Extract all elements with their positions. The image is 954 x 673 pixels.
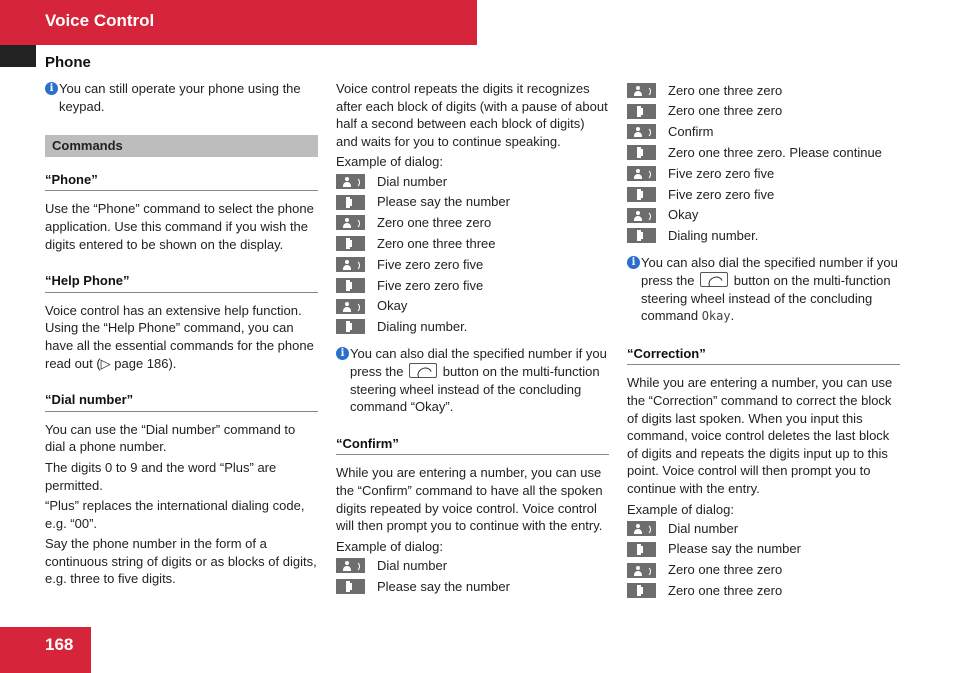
user-speech-icon bbox=[627, 83, 656, 98]
dial-text-3: “Plus” replaces the international dialing code, e.g. “00”. bbox=[45, 498, 305, 531]
user-speech-icon bbox=[627, 124, 656, 139]
confirm-heading: “Confirm” bbox=[336, 435, 609, 456]
dialog-row: Confirm bbox=[627, 122, 900, 143]
section-title: Phone bbox=[45, 54, 91, 71]
help-phone-heading: “Help Phone” bbox=[45, 272, 318, 293]
dialog-list bbox=[336, 171, 609, 337]
command-okay: Okay bbox=[701, 309, 731, 324]
example-label: Example of dialog: bbox=[627, 501, 734, 517]
system-speech-icon bbox=[336, 319, 365, 334]
page-number: 168 bbox=[45, 635, 74, 654]
user-speech-icon bbox=[336, 558, 365, 573]
dialog-row: Zero one three zero bbox=[627, 101, 900, 122]
phone-button-icon bbox=[409, 363, 437, 378]
system-speech-icon bbox=[627, 145, 656, 160]
repeat-text: Voice control repeats the digits it recognizes after each block of digits (with a pause of about half a second between each block of digits) and waits for you to continue speaking. bbox=[336, 81, 608, 149]
dialog-row: Five zero zero five bbox=[627, 184, 900, 205]
phone-heading: “Phone” bbox=[45, 171, 318, 192]
dialog-row: Dial number bbox=[336, 171, 609, 192]
info-icon: i bbox=[627, 256, 640, 269]
section-marker bbox=[0, 45, 36, 67]
dialog-row: Dial number bbox=[627, 518, 900, 539]
system-speech-icon bbox=[336, 278, 365, 293]
user-speech-icon bbox=[336, 257, 365, 272]
dialog-row: Zero one three zero. Please continue bbox=[627, 142, 900, 163]
user-speech-icon bbox=[336, 174, 365, 189]
system-speech-icon bbox=[627, 583, 656, 598]
dialog-row: Okay bbox=[336, 296, 609, 317]
commands-heading: Commands bbox=[45, 135, 318, 157]
info-icon: i bbox=[45, 82, 58, 95]
user-speech-icon bbox=[336, 299, 365, 314]
chapter-title: Voice Control bbox=[45, 11, 155, 30]
user-speech-icon bbox=[627, 208, 656, 223]
example-label: Example of dialog: bbox=[336, 154, 443, 170]
phone-button-icon bbox=[700, 272, 728, 287]
dialog-row: Zero one three three bbox=[336, 233, 609, 254]
example-label: Example of dialog: bbox=[336, 538, 443, 554]
column-2 bbox=[336, 80, 609, 597]
dialog-row: Please say the number bbox=[336, 576, 609, 597]
dialog-row: Dialing number. bbox=[627, 226, 900, 247]
info-note: i You can also dial the specified number if you press the button on the multi-function steering wheel instead of the concluding command “Okay”. bbox=[336, 345, 609, 415]
correction-heading: “Correction” bbox=[627, 345, 900, 366]
column-1 bbox=[45, 80, 318, 591]
dialog-row: Okay bbox=[627, 205, 900, 226]
dialog-row: Dialing number. bbox=[336, 317, 609, 338]
user-speech-icon bbox=[627, 166, 656, 181]
help-phone-text: Voice control has an extensive help function. Using the “Help Phone” command, you can have all the essential commands for the phone read out (▷ page 186). bbox=[45, 302, 314, 371]
dial-text-2: The digits 0 to 9 and the word “Plus” are permitted. bbox=[45, 459, 277, 493]
user-speech-icon bbox=[627, 563, 656, 578]
dialog-row: Please say the number bbox=[336, 192, 609, 213]
system-speech-icon bbox=[627, 542, 656, 557]
phone-text: Use the “Phone” command to select the phone application. Use this command if you wish the digits entered to be shown on the display. bbox=[45, 201, 314, 252]
info-note: i You can still operate your phone using the keypad. bbox=[45, 80, 318, 115]
dialog-row: Five zero zero five bbox=[336, 275, 609, 296]
dial-text-1: You can use the “Dial number” command to dial a phone number. bbox=[45, 421, 296, 455]
dialog-row: Dial number bbox=[336, 555, 609, 576]
correction-text: While you are entering a number, you can use the “Correction” command to correct the block of digits last spoken. When you input this command, voice control deletes the last block of digits and repeats the digits input up to this point. Voice control will then prompt you to continue with the entry. bbox=[627, 375, 893, 496]
system-speech-icon bbox=[336, 236, 365, 251]
dialog-row: Zero one three zero bbox=[336, 213, 609, 234]
user-speech-icon bbox=[627, 521, 656, 536]
confirm-text: While you are entering a number, you can use the “Confirm” command to have all the spoken digits repeated by voice control. Voice control will then prompt you to continue with the entry. bbox=[336, 465, 603, 534]
dialog-row: Zero one three zero bbox=[627, 580, 900, 601]
info-icon: i bbox=[336, 347, 349, 360]
dialog-row: Please say the number bbox=[627, 539, 900, 560]
system-speech-icon bbox=[627, 228, 656, 243]
system-speech-icon bbox=[627, 104, 656, 119]
info-note: i You can also dial the specified number if you press the button on the multi-function steering wheel instead of the concluding command Okay. bbox=[627, 254, 900, 325]
system-speech-icon bbox=[336, 579, 365, 594]
system-speech-icon bbox=[336, 195, 365, 210]
dialog-row: Zero one three zero bbox=[627, 560, 900, 581]
dialog-row: Five zero zero five bbox=[336, 254, 609, 275]
column-3 bbox=[627, 80, 900, 601]
dialog-row: Zero one three zero bbox=[627, 80, 900, 101]
dial-text-4: Say the phone number in the form of a continuous string of digits or as blocks of digits, e.g. three to five digits. bbox=[45, 536, 317, 587]
system-speech-icon bbox=[627, 187, 656, 202]
user-speech-icon bbox=[336, 215, 365, 230]
dialog-row: Five zero zero five bbox=[627, 163, 900, 184]
dial-number-heading: “Dial number” bbox=[45, 391, 318, 412]
